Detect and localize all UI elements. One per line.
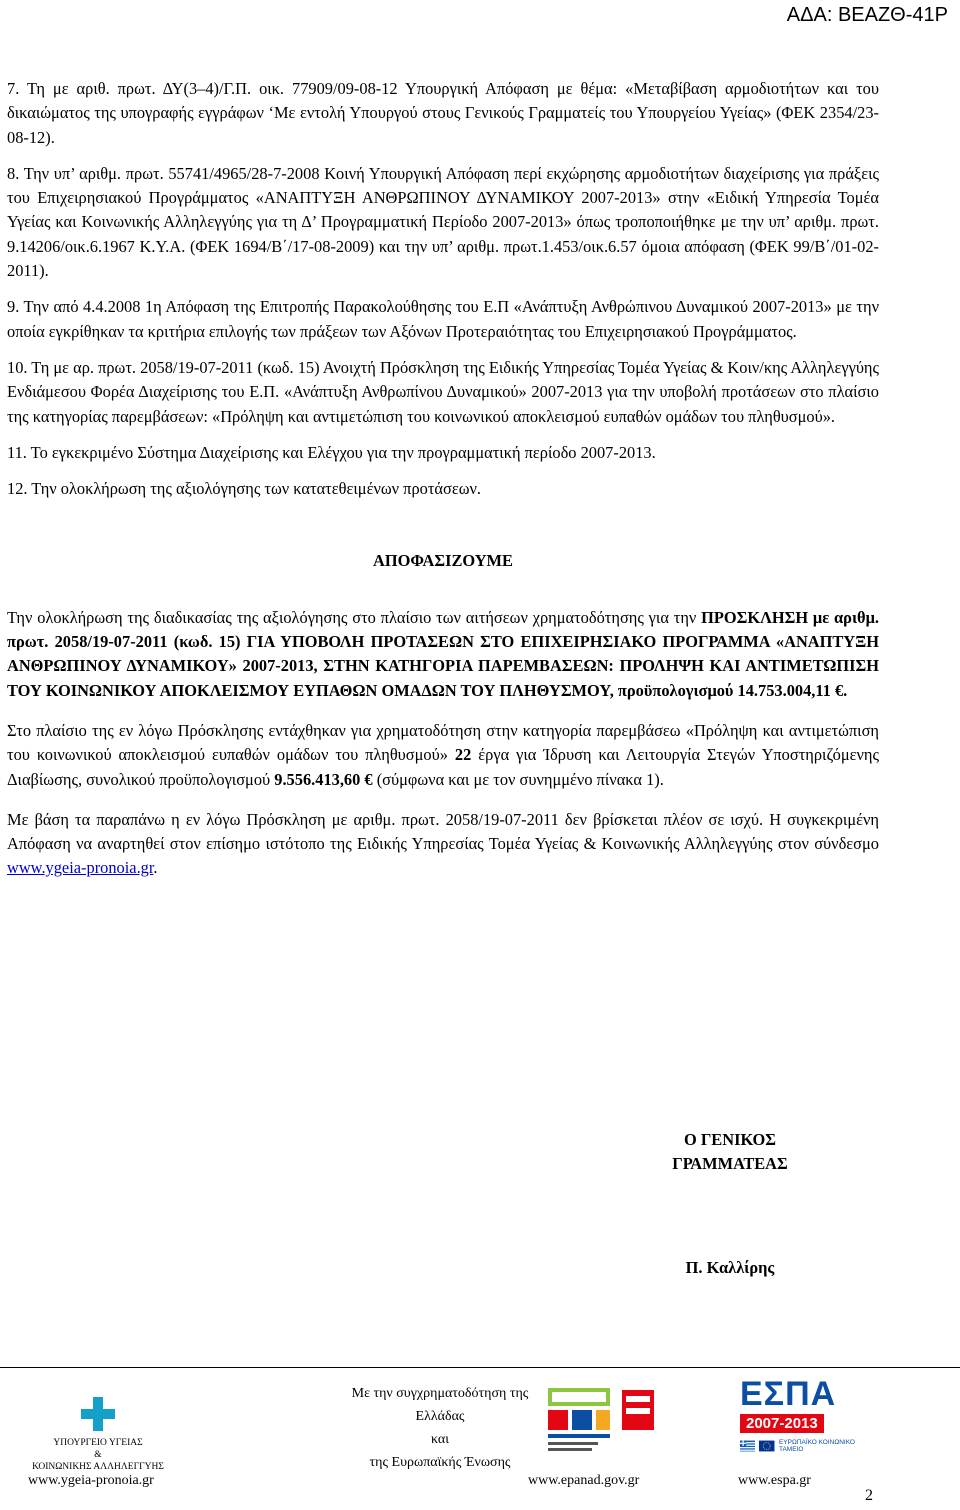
- project-count: 22: [454, 745, 472, 765]
- decision-paragraph: [7, 606, 879, 703]
- espa-years: 2007-2013: [740, 1414, 824, 1433]
- ministry-logo: [28, 1397, 168, 1473]
- ada-code: ΑΔΑ: ΒΕΑΖΘ-41Ρ: [786, 4, 948, 26]
- espa-eu-row: [740, 1439, 858, 1453]
- footer-link-ministry[interactable]: www.ygeia-pronoia.gr: [28, 1473, 154, 1488]
- inclusion-paragraph: [7, 719, 879, 792]
- inclusion-pre: Στο πλαίσιο της εν λόγω Πρόσκλησης εντάχθηκαν για χρηματοδότηση στην κατηγορία παρεμβάσεω «Πρόληψη και αντιμετώπιση του κοινωνικού αποκλεισμού ευπαθών ομάδων του πληθυσμού»: [7, 720, 879, 765]
- item-7: 7. Τη με αριθ. πρωτ. ΔΥ(3–4)/Γ.Π. οικ. 77909/09-08-12 Υπουργική Απόφαση με θέμα: «Μεταβίβαση αρμοδιοτήτων και του δικαιώματος της υπογραφής εγγράφων ‘Με εντολή Υπουργού στους Γενικούς Γραμματείς του Υπουργείου Υγείας» (ΦΕΚ 2354/23-08-12).: [7, 79, 879, 147]
- decision-bold: ΠΡΟΣΚΛΗΣΗ με αριθμ. πρωτ. 2058/19-07-2011 (κωδ. 15) ΓΙΑ ΥΠΟΒΟΛΗ ΠΡΟΤΑΣΕΩΝ ΣΤΟ ΕΠΙΧΕΙΡΗΣΙΑΚΟ ΠΡΟΓΡΑΜΜΑ «ΑΝΑΠΤΥΞΗ ΑΝΘΡΩΠΙΝΟΥ ΔΥΝΑΜΙΚΟΥ» 2007-2013, ΣΤΗΝ ΚΑΤΗΓΟΡΙΑ ΠΑΡΕΜΒΑΣΕΩΝ: ΠΡΟΛΗΨΗ ΚΑΙ ΑΝΤΙΜΕΤΩΠΙΣΗ ΤΟΥ ΚΟΙΝΩΝΙΚΟΥ ΑΠΟΚΛΕΙΣΜΟΥ ΕΥΠΑΘΩΝ ΟΜΑΔΩΝ ΤΟΥ ΠΛΗΘΥΣΜΟΥ, προϋπολογισμού 14.753.004,11 €.: [7, 607, 879, 700]
- inclusion-mid: έργα για Ίδρυση και Λειτουργία Στεγών Υποστηριζόμενης Διαβίωσης, συνολικού προϋπολογισμού: [7, 745, 879, 789]
- document-body: [7, 77, 879, 881]
- signature-name: Π. Καλλίρης: [685, 1258, 775, 1277]
- ministry-name-2: &: [94, 1450, 102, 1460]
- espa-title: ΕΣΠΑ: [740, 1375, 837, 1413]
- page-number: 2: [865, 1487, 873, 1504]
- footer-link-espa[interactable]: www.espa.gr: [738, 1473, 811, 1488]
- eu-fund-label: ΕΥΡΩΠΑΪΚΟ ΚΟΙΝΩΝΙΚΟ ΤΑΜΕΙΟ: [778, 1439, 855, 1453]
- ministry-name-1: ΥΠΟΥΡΓΕΙΟ ΥΓΕΙΑΣ: [53, 1438, 143, 1448]
- epanad-logo: [542, 1382, 662, 1460]
- cofunding-text: [330, 1382, 550, 1474]
- item-9: 9. Την από 4.4.2008 1η Απόφαση της Επιτροπής Παρακολούθησης του Ε.Π «Ανάπτυξη Ανθρώπινου Δυναμικού 2007-2013» με την οποία εγκρίθηκαν τα κριτήρια επιλογής των πράξεων των Αξόνων Προτεραιότητας του Επιχειρησιακού Προγράμματος.: [7, 297, 879, 341]
- inclusion-post: (σύμφωνα και με τον συνημμένο πίνακα 1).: [376, 769, 664, 789]
- espa-logo: [740, 1376, 858, 1454]
- decision-heading: ΑΠΟΦΑΣΙΖΟΥΜΕ: [373, 551, 513, 571]
- footer-link-epanad[interactable]: www.epanad.gov.gr: [528, 1473, 640, 1488]
- ygeia-link[interactable]: www.ygeia-pronoia.gr: [7, 858, 154, 878]
- cofunding-line-1: Με την συγχρηματοδότηση της Ελλάδας: [351, 1386, 529, 1424]
- ministry-name-3: ΚΟΙΝΩΝΙΚΗΣ ΑΛΛΗΛΕΓΓΥΗΣ: [32, 1462, 164, 1472]
- publication-end: .: [153, 858, 158, 878]
- greek-flag-icon: [740, 1439, 755, 1453]
- cofunding-line-2: και: [430, 1432, 450, 1447]
- cofunding-line-3: της Ευρωπαϊκής Ένωσης: [369, 1455, 511, 1470]
- cross-icon: [81, 1397, 115, 1431]
- signature-title-1: Ο ΓΕΝΙΚΟΣ: [684, 1130, 776, 1149]
- decision-intro: Την ολοκλήρωση της διαδικασίας της αξιολόγησης στο πλαίσιο των αιτήσεων χρηματοδότησης για την: [7, 607, 697, 627]
- item-12: 12. Την ολοκλήρωση της αξιολόγησης των κατατεθειμένων προτάσεων.: [7, 479, 482, 499]
- publication-paragraph: [7, 808, 879, 881]
- total-budget: 9.556.413,60 €: [274, 769, 373, 789]
- epanad-logo-graphic: [542, 1382, 662, 1460]
- publication-text: Με βάση τα παραπάνω η εν λόγω Πρόσκληση με αριθμ. πρωτ. 2058/19-07-2011 δεν βρίσκεται πλέον σε ισχύ. Η συγκεκριμένη Απόφαση να αναρτηθεί στον επίσημο ιστότοπο της Ειδικής Υπηρεσίας Τομέα Υγείας & Κοινωνικής Αλληλεγγύης στον σύνδεσμο: [7, 809, 879, 854]
- item-10: 10. Τη με αρ. πρωτ. 2058/19-07-2011 (κωδ. 15) Ανοιχτή Πρόσκληση της Ειδικής Υπηρεσίας Τομέα Υγείας & Κοιν/κης Αλληλεγγύης Ενδιάμεσου Φορέα Διαχείρισης του Ε.Π. «Ανάπτυξη Ανθρωπίνου Δυναμικού» 2007-2013 για την υποβολή προτάσεων στο πλαίσιο της κατηγορίας παρεμβάσεων: «Πρόληψη και αντιμετώπιση του κοινωνικού αποκλεισμού ευπαθών ομάδων του πληθυσμού».: [7, 357, 879, 426]
- eu-flag-icon: [759, 1439, 774, 1453]
- item-11: 11. Το εγκεκριμένο Σύστημα Διαχείρισης και Ελέγχου για την προγραμματική περίοδο 2007-2013.: [7, 442, 656, 462]
- signature-title-2: ΓΡΑΜΜΑΤΕΑΣ: [672, 1154, 788, 1173]
- item-8: 8. Την υπ’ αριθμ. πρωτ. 55741/4965/28-7-2008 Κοινή Υπουργική Απόφαση περί εκχώρησης αρμοδιοτήτων διαχείρισης για πράξεις του Επιχειρησιακού Προγράμματος «ΑΝΑΠΤΥΞΗ ΑΝΘΡΩΠΙΝΟΥ ΔΥΝΑΜΙΚΟΥ 2007-2013» στην «Ειδική Υπηρεσία Τομέα Υγείας και Κοινωνικής Αλληλεγγύης για τη Δ’ Προγραμματική Περίοδο 2007-2013» όπως τροποποιήθηκε με την υπ’ αριθμ. πρωτ. 9.14206/οικ.6.1967 Κ.Υ.Α. (ΦΕΚ 1694/Β΄/17-08-2009) και την υπ’ αριθμ. πρωτ.1.453/οικ.6.57 όμοια απόφαση (ΦΕΚ 99/Β΄/01-02-2011).: [7, 163, 879, 281]
- footer-divider: [0, 1367, 960, 1368]
